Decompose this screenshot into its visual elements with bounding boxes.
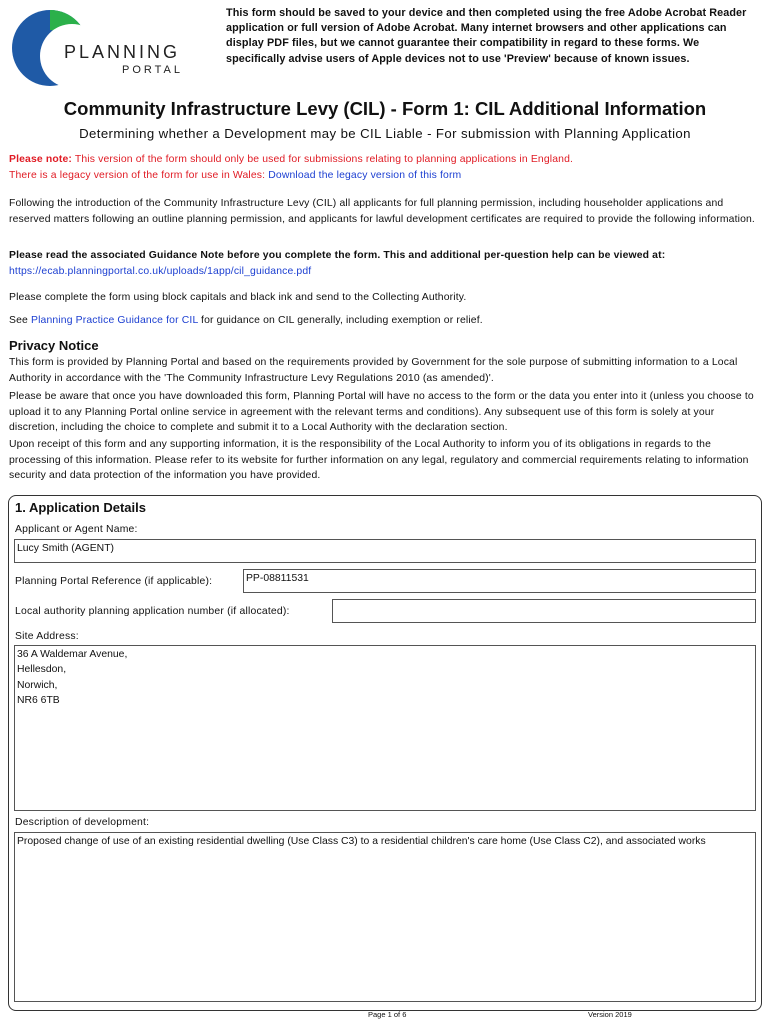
block-capitals-instruction: Please complete the form using block capitals and black ink and send to the Collecting Authority.	[9, 292, 467, 303]
version-label: Version 2019	[588, 1010, 632, 1019]
logo-text-planning: PLANNING	[64, 42, 181, 62]
development-description-field[interactable]: Proposed change of use of an existing residential dwelling (Use Class C3) to a residential children's care home (Use Class C2), and associated works	[14, 832, 756, 1002]
site-address-label: Site Address:	[15, 631, 79, 642]
development-description-label: Description of development:	[15, 817, 150, 828]
application-details-section	[8, 495, 762, 1011]
guidance-paragraph	[9, 248, 761, 279]
portal-reference-label: Planning Portal Reference (if applicable):	[15, 576, 213, 587]
please-note-label: Please note:	[9, 154, 73, 165]
la-application-number-label: Local authority planning application number (if allocated):	[15, 606, 290, 617]
form-subtitle: Determining whether a Development may be CIL Liable - For submission with Planning Application	[79, 126, 691, 141]
page-number: Page 1 of 6	[368, 1010, 407, 1019]
legacy-form-link[interactable]: Download the legacy version of this form	[268, 169, 462, 181]
applicant-name-label: Applicant or Agent Name:	[15, 524, 138, 535]
privacy-heading: Privacy Notice	[9, 338, 99, 353]
planning-portal-logo	[10, 8, 200, 88]
logo-text-portal: PORTAL	[122, 64, 183, 76]
please-note	[9, 152, 761, 183]
legacy-note-text: There is a legacy version of the form for use in Wales:	[9, 169, 269, 181]
privacy-paragraph-3: Upon receipt of this form and any supporting information, it is the responsibility of the Local Authority to inform you of its obligations in regards to the processing of this information. Please refer to its website for further information on any legal, regulatory and commercial requirements relating to information security and data protection of the information you have provided.	[9, 439, 749, 482]
see-post: for guidance on CIL generally, including exemption or relief.	[198, 315, 483, 326]
guidance-text: Please read the associated Guidance Note before you complete the form. This and additional per-question help can be viewed at:	[9, 250, 666, 261]
portal-reference-field[interactable]: PP-08811531	[243, 569, 756, 593]
please-note-text: This version of the form should only be used for submissions relating to planning applications in England.	[72, 154, 574, 165]
la-application-number-field[interactable]	[332, 599, 756, 623]
section-title: 1. Application Details	[15, 500, 146, 515]
intro-paragraph: Following the introduction of the Community Infrastructure Levy (CIL) all applicants for full planning permission, including householder applications and reserved matters following an outline planning permission, and applicants for lawful development certificates are required to provide the following information.	[9, 198, 755, 225]
form-title: Community Infrastructure Levy (CIL) - Form 1: CIL Additional Information	[63, 98, 707, 119]
see-pre: See	[9, 315, 31, 326]
guidance-link[interactable]: https://ecab.planningportal.co.uk/uploads/1app/cil_guidance.pdf	[9, 265, 312, 277]
site-address-field[interactable]: 36 A Waldemar Avenue, Hellesdon, Norwich, NR6 6TB	[14, 645, 756, 811]
see-guidance	[9, 313, 761, 329]
ppg-cil-link[interactable]: Planning Practice Guidance for CIL	[30, 315, 198, 326]
privacy-paragraph-1: This form is provided by Planning Portal and based on the requirements provided by Government for the sole purpose of submitting information to a Local Authority in accordance with the 'The Community Infrastructure Levy Regulations 2010 (as amended)'.	[9, 357, 738, 384]
applicant-name-field[interactable]: Lucy Smith (AGENT)	[14, 539, 756, 563]
compatibility-notice: This form should be saved to your device and then completed using the free Adobe Acrobat Reader application or full version of Adobe Acrobat. Many internet browsers and other applications can display PDF files, but we cannot guarantee their compatibility in regard to these forms. We specifically advise users of Apple devices not to use 'Preview' because of known issues.	[226, 7, 747, 65]
privacy-paragraph-2: Please be aware that once you have downloaded this form, Planning Portal will have no access to the form or the data you enter into it (unless you choose to upload it to any Planning Portal online service in agreement with the relevant terms and conditions). Any subsequent use of this form is solely at your discretion, including the choice to complete and submit it to a Local Authority with the declaration section.	[9, 391, 754, 434]
